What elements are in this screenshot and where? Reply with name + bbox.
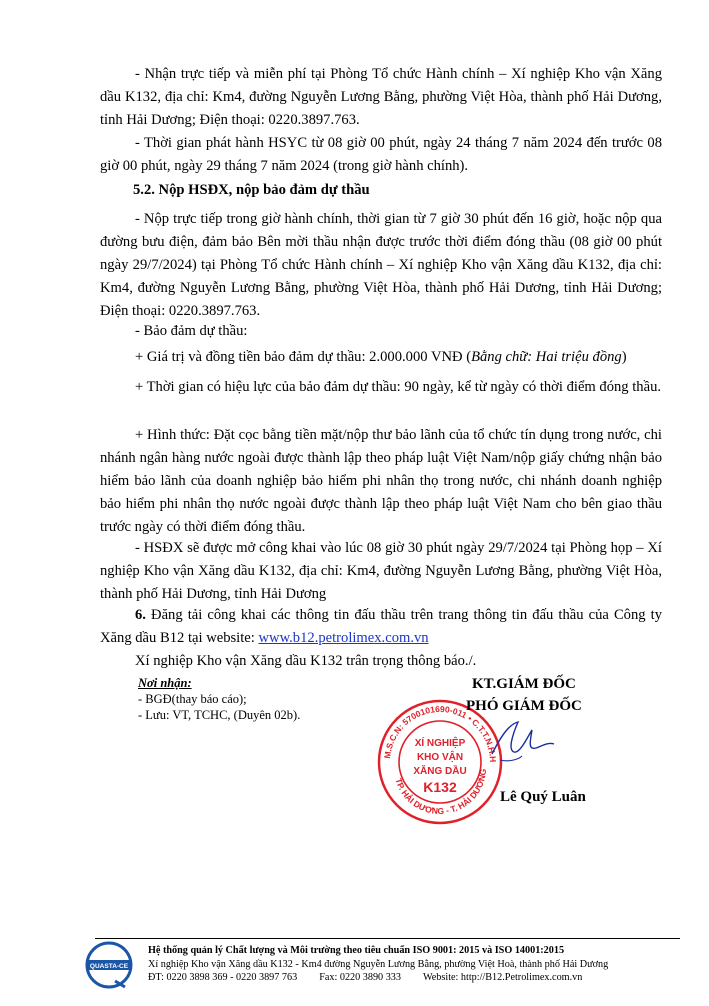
logo-text: QUASTA-CE [89, 963, 129, 970]
footer-fax: Fax: 0220 3890 333 [319, 972, 401, 983]
footer [148, 944, 688, 985]
stamp-ring-text: M.S.C.N: 5700101690-011 • C.T.T.N.H.H [382, 703, 499, 763]
website-link[interactable]: www.b12.petrolimex.com.vn [258, 630, 429, 646]
quasta-logo-icon [85, 941, 133, 989]
paragraph-security-value [100, 346, 662, 369]
paragraph-issue-time: - Thời gian phát hành HSYC từ 08 giờ 00 phút, ngày 24 tháng 7 năm 2024 đến trước 08 giờ 00 phút, ngày 29 tháng 7 năm 2024 (trong giờ hành chính). [100, 135, 662, 174]
signer-name: Lê Quý Luân [500, 789, 586, 805]
recipient-item: - BGĐ(thay báo cáo); [138, 692, 247, 706]
footer-phone: ĐT: 0220 3898 369 - 0220 3897 763 [148, 972, 298, 983]
paragraph-publication [100, 604, 662, 650]
paragraph-receive-directly: - Nhận trực tiếp và miễn phí tại Phòng Tổ chức Hành chính – Xí nghiệp Kho vận Xăng dầu K132, địa chỉ: Km4, đường Nguyễn Lương Bằng, phường Việt Hòa, thành phố Hải Dương, tỉnh Hải Dương; Điện thoại: 0220.3897.763. [100, 66, 662, 128]
handwritten-signature-icon [488, 716, 558, 766]
heading-5-2: 5.2. Nộp HSĐX, nộp bảo đảm dự thầu [133, 182, 370, 198]
recipients-title: Nơi nhận: [138, 676, 192, 690]
signature-line2: PHÓ GIÁM ĐỐC [466, 698, 582, 714]
signature-title [466, 673, 582, 717]
stamp-line2: KHO VẬN [416, 752, 464, 763]
footer-website: Website: http://B12.Petrolimex.com.vn [422, 972, 583, 983]
security-value-text: + Giá trị và đồng tiền bảo đảm dự thầu: 2.000.000 VNĐ ( [135, 349, 472, 365]
item-number: 6. [135, 607, 146, 623]
footer-contacts [148, 971, 688, 985]
paragraph-validity: + Thời gian có hiệu lực của bảo đảm dự thầu: 90 ngày, kể từ ngày có thời điểm đóng thầu. [135, 379, 662, 395]
paragraph-submission: - Nộp trực tiếp trong giờ hành chính, thời gian từ 7 giờ 30 phút đến 16 giờ, hoặc nộp qua đường bưu điện, đảm bảo Bên mời thầu nhận được trước thời điểm đóng thầu (08 giờ 00 phút ngày 29/7/2024) tại Phòng Tổ chức Hành chính – Xí nghiệp Kho vận Xăng dầu K132, địa chỉ: Km4, đường Nguyễn Lương Bằng, phường Việt Hòa, thành phố Hải Dương, tỉnh Hải Dương; Điện thoại: 0220.3897.763. [100, 211, 662, 319]
publication-text: Đăng tải công khai các thông tin đấu thầu trên trang thông tin đấu thầu của Công ty Xăng dầu B12 tại website: [100, 607, 662, 646]
stamp-ring-bottom: TP. HẢI DƯƠNG - T. HẢI DƯƠNG [393, 768, 489, 817]
recipient-item: - Lưu: VT, TCHC, (Duyên 02b). [138, 708, 301, 722]
company-stamp-icon [376, 698, 504, 826]
stamp-line4: K132 [423, 779, 457, 795]
recipients-block [138, 675, 300, 723]
footer-divider [95, 938, 680, 939]
footer-address: Xí nghiệp Kho vận Xăng dầu K132 - Km4 đường Nguyễn Lương Bằng, phường Việt Hoà, thành phố Hải Dương [148, 958, 609, 970]
signature-line1: KT.GIÁM ĐỐC [471, 676, 576, 692]
security-value-close: ) [621, 349, 627, 365]
footer-iso-line: Hệ thống quản lý Chất lượng và Môi trường theo tiêu chuẩn ISO 9001: 2015 và ISO 14001:2015 [148, 945, 565, 956]
paragraph-form: + Hình thức: Đặt cọc bằng tiền mặt/nộp thư bảo lãnh của tổ chức tín dụng trong nước, chi nhánh ngân hàng nước ngoài được thành lập theo pháp luật Việt Nam/nộp giấy chứng nhận bảo hiểm bảo lãnh của doanh nghiệp bảo hiểm phi nhân thọ trong nước, chi nhánh doanh nghiệp bảo hiểm phi nhân thọ nước ngoài được thành lập theo pháp luật Việt Nam cho bên giao thầu trước ngày có thời điểm đóng thầu. [100, 427, 662, 535]
paragraph-opening: - HSĐX sẽ được mở công khai vào lúc 08 giờ 30 phút ngày 29/7/2024 tại Phòng họp – Xí nghiệp Kho vận Xăng dầu K132, địa chỉ: Km4, đường Nguyễn Lương Bằng, phường Việt Hòa, thành phố Hải Dương, tỉnh Hải Dương [100, 540, 662, 602]
security-value-words: Bằng chữ: Hai triệu đồng [471, 349, 622, 365]
stamp-line1: XÍ NGHIỆP [414, 738, 466, 749]
paragraph-bid-security: - Bảo đảm dự thầu: [135, 323, 248, 339]
stamp-line3: XĂNG DẦU [413, 766, 467, 777]
paragraph-closing: Xí nghiệp Kho vận Xăng dầu K132 trân trọng thông báo./. [135, 653, 477, 669]
